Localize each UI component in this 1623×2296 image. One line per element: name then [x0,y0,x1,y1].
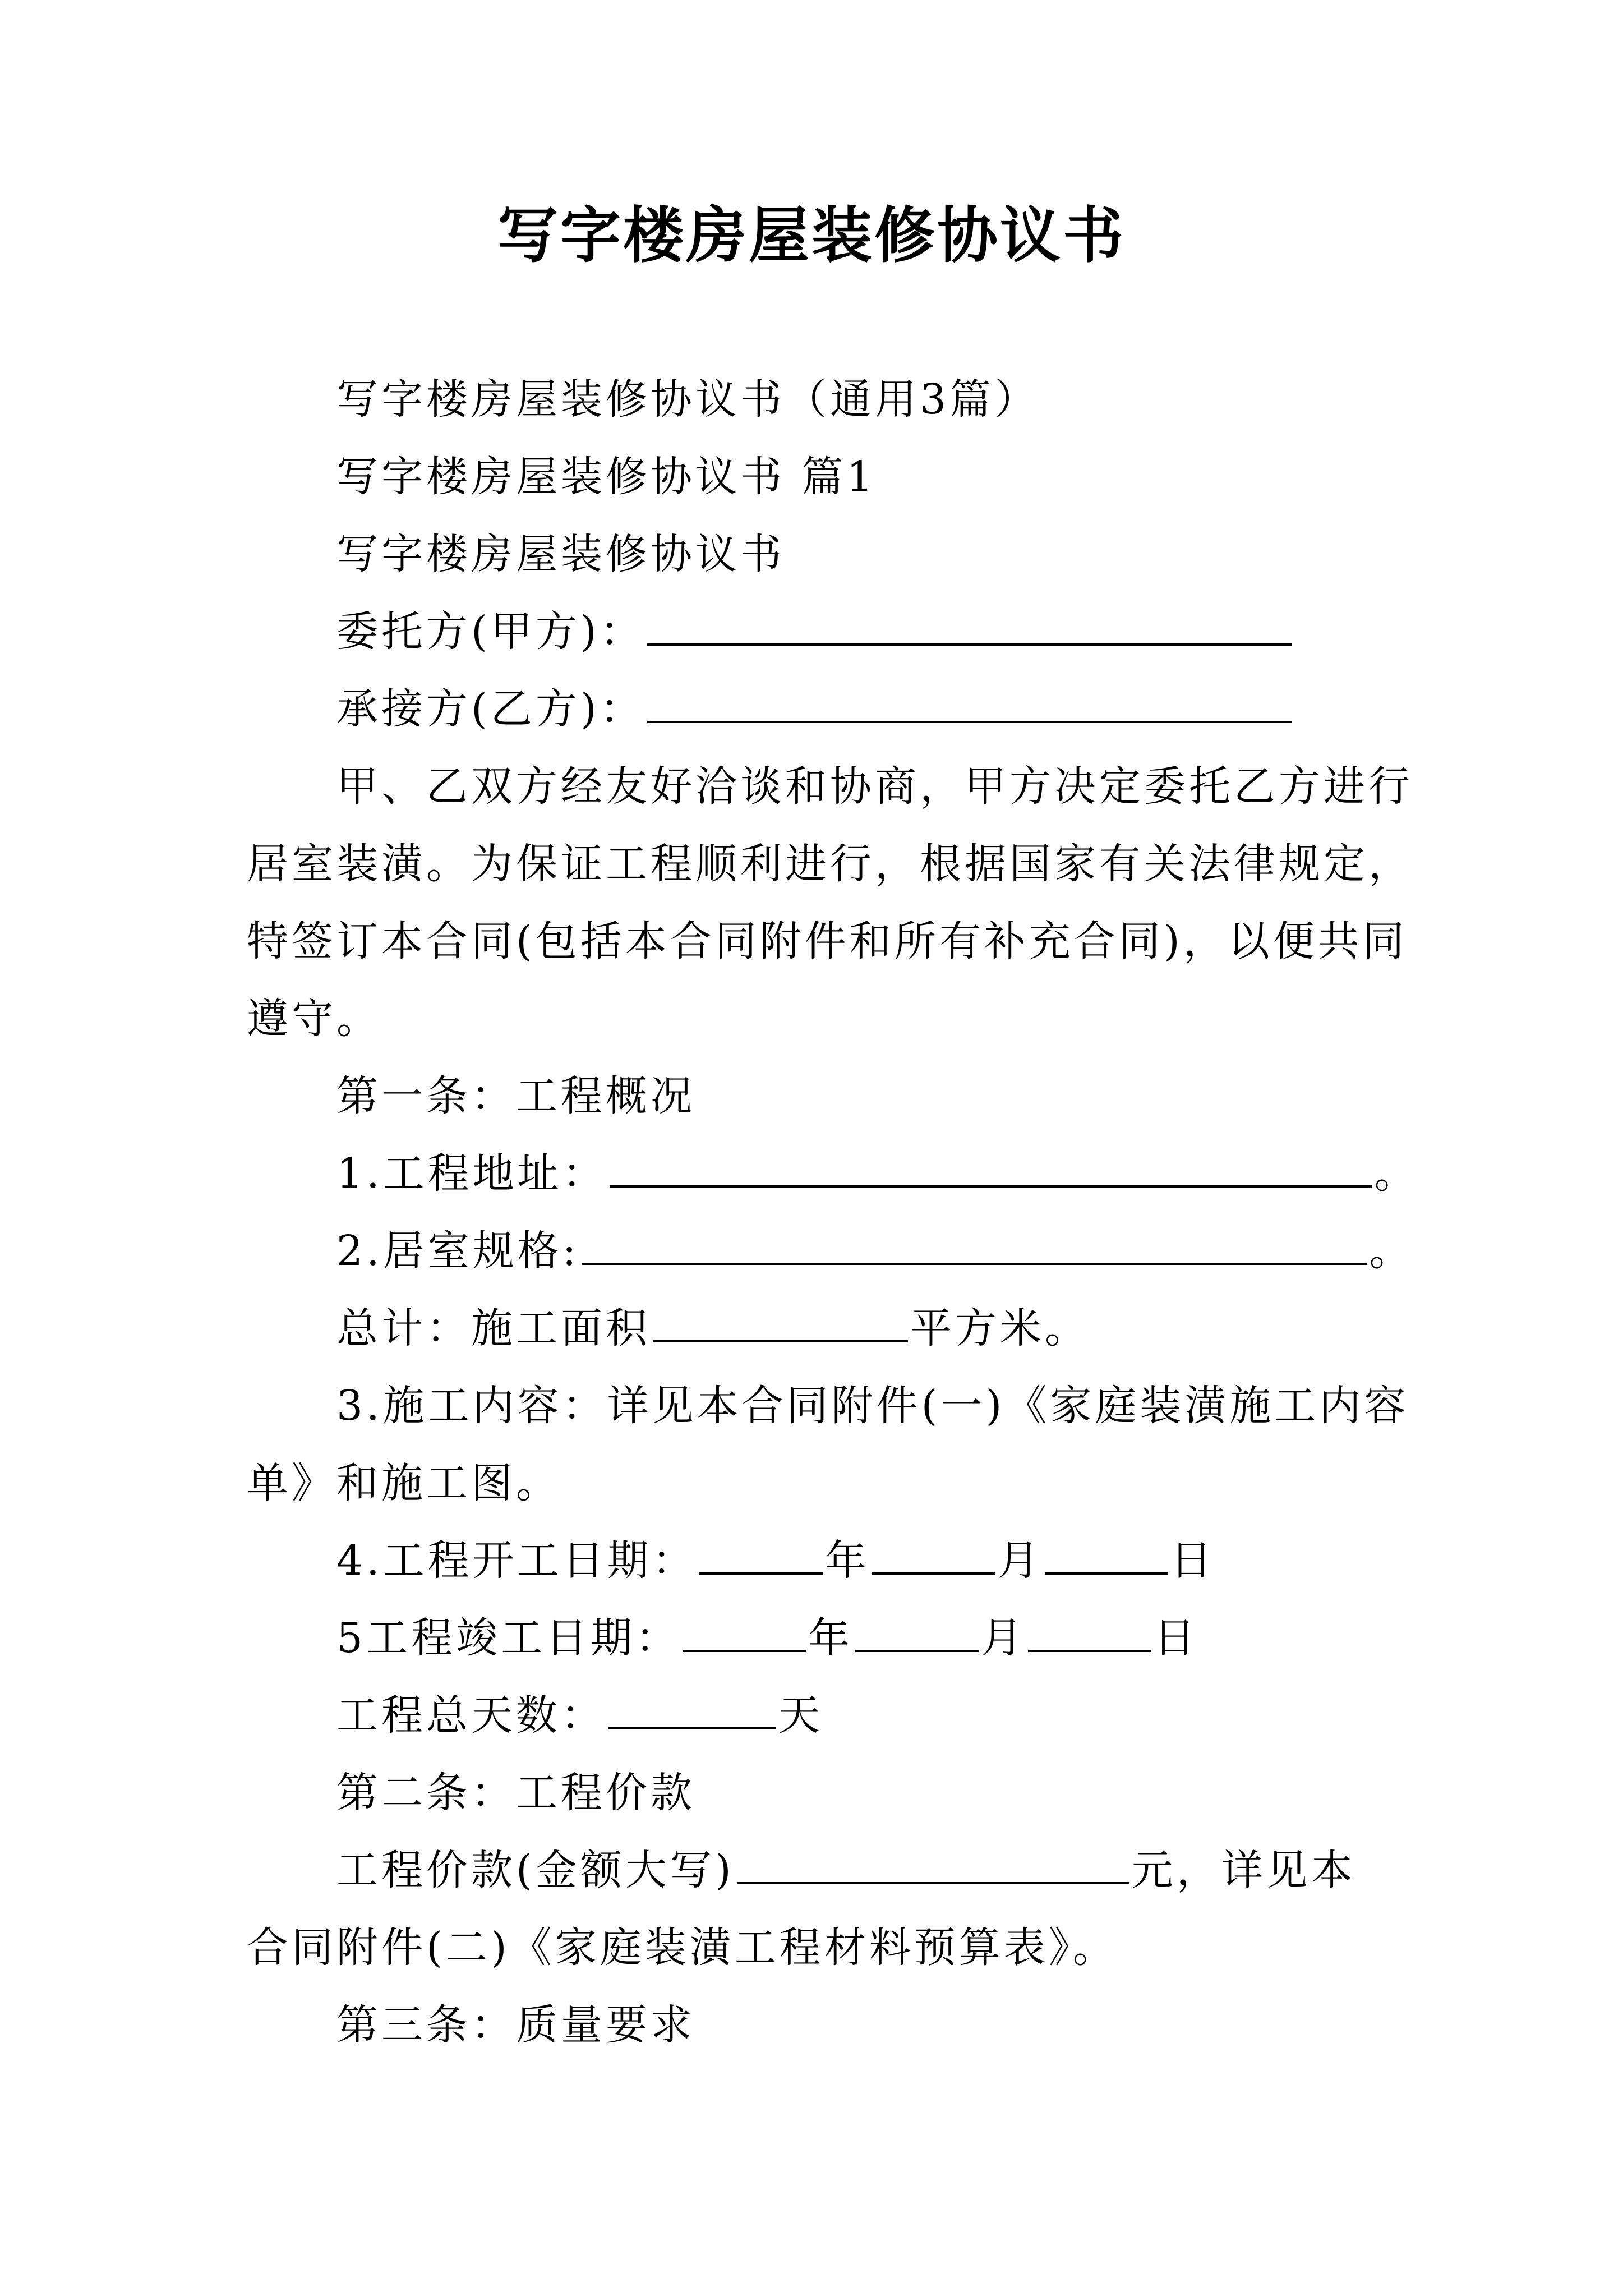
total-area-label: 总计：施工面积 [336,1304,651,1352]
party-a-line [336,604,1294,660]
intro-paragraph-line-1: 甲、乙双方经友好洽谈和协商，甲方决定委托乙方进行 [336,762,1413,811]
price-unit: 元，详见本 [1131,1846,1356,1894]
start-day-label: 日 [1170,1536,1215,1585]
heading-agreement: 写字楼房屋装修协议书 [336,530,785,578]
article-2-heading: 第二条：工程价款 [336,1769,695,1817]
room-spec-end: 。 [1369,1227,1414,1275]
total-days-unit: 天 [778,1691,823,1740]
total-area-line [336,1300,1090,1356]
total-area-unit: 平方米。 [910,1304,1090,1352]
price-line-2: 合同附件(二)《家庭装潢工程材料预算表》。 [247,1924,1118,1972]
room-spec-line [336,1223,1414,1279]
room-spec-blank [582,1225,1367,1265]
party-b-line [336,681,1294,737]
start-date-label: 4.工程开工日期： [336,1536,697,1585]
article-3-heading: 第三条：质量要求 [336,2001,695,2049]
total-days-line [336,1687,823,1743]
article-1-heading: 第一条：工程概况 [336,1072,695,1120]
document-title: 写字楼房屋装修协议书 [497,200,1126,271]
party-a-label: 委托方(甲方)： [336,608,645,656]
room-spec-label: 2.居室规格: [336,1227,580,1275]
end-date-label: 5工程竣工日期： [336,1614,681,1662]
start-month-label: 月 [997,1536,1043,1585]
work-content-line-1: 3.施工内容：详见本合同附件(一)《家庭装潢施工内容 [336,1382,1409,1430]
intro-paragraph-line-4: 遵守。 [247,995,381,1043]
total-days-label: 工程总天数： [336,1691,606,1740]
project-address-blank [610,1147,1372,1188]
project-address-end: 。 [1374,1149,1419,1198]
start-month-blank [872,1534,995,1575]
end-year-blank [683,1612,806,1652]
intro-paragraph-line-3: 特签订本合同(包括本合同附件和所有补充合同)，以便共同 [247,917,1408,965]
total-area-blank [653,1302,908,1342]
project-address-line [336,1145,1419,1202]
intro-paragraph-line-2: 居室装潢。为保证工程顺利进行，根据国家有关法律规定， [247,840,1413,888]
price-label: 工程价款(金额大写) [336,1846,735,1894]
end-day-blank [1028,1612,1151,1652]
party-a-blank [647,605,1292,646]
work-content-line-2: 单》和施工图。 [247,1459,561,1507]
heading-part-1: 写字楼房屋装修协议书 篇1 [336,453,877,501]
total-days-blank [608,1689,776,1729]
party-b-label: 承接方(乙方)： [336,685,645,733]
start-year-label: 年 [824,1536,870,1585]
end-date-line [336,1610,1198,1666]
start-date-line [336,1533,1215,1589]
start-day-blank [1045,1534,1168,1575]
project-address-label: 1.工程地址： [336,1149,607,1198]
price-line-1 [336,1842,1356,1898]
party-b-blank [647,683,1292,723]
heading-collection: 写字楼房屋装修协议书（通用3篇） [336,375,1040,424]
end-year-label: 年 [808,1614,854,1662]
end-day-label: 日 [1154,1614,1199,1662]
end-month-label: 月 [981,1614,1026,1662]
price-blank [737,1844,1129,1884]
start-year-blank [699,1534,823,1575]
end-month-blank [855,1612,979,1652]
